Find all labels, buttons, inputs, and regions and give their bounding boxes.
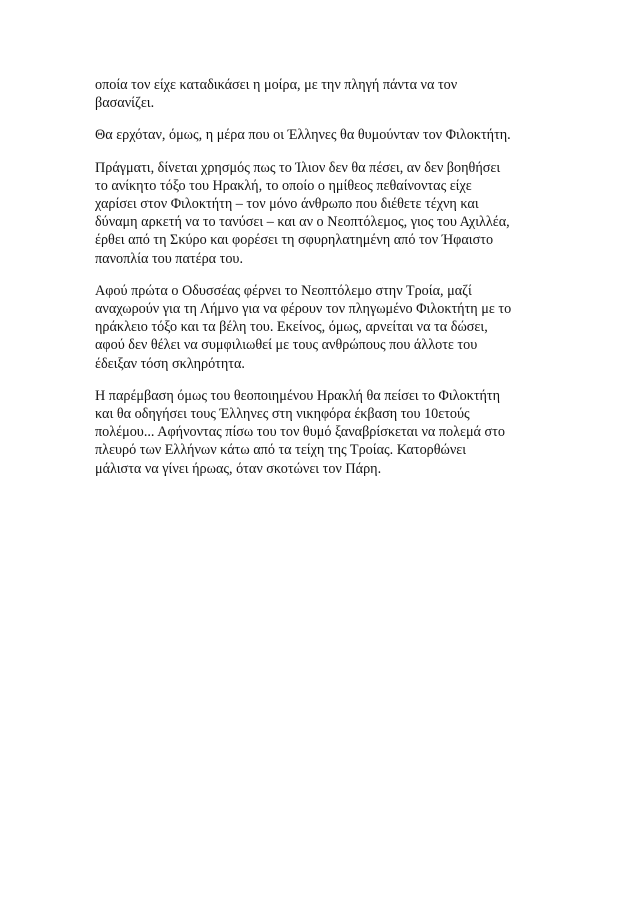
paragraph-2 xyxy=(95,126,555,144)
text-line: Πράγματι, δίνεται χρησμός πως το Ίλιον δεν θα πέσει, αν δεν βοηθήσει xyxy=(95,159,501,176)
text-line: αφού δεν θέλει να συμφιλιωθεί με τους ανθρώπους που άλλοτε του xyxy=(95,337,478,354)
text-line: πανοπλία του πατέρα του. xyxy=(95,250,243,267)
text-line: ηράκλειο τόξο και τα βέλη του. Εκείνος, όμως, αρνείται να τα δώσει, xyxy=(95,319,488,336)
text-line: Αφού πρώτα ο Οδυσσέας φέρνει το Νεοπτόλεμο στην Τροία, μαζί xyxy=(95,282,472,299)
text-line: έδειξαν τόση σκληρότητα. xyxy=(95,355,245,372)
text-line: και θα οδηγήσει τους Έλληνες στη νικηφόρα έκβαση του 10ετούς xyxy=(95,406,470,423)
text-line: Η παρέμβαση όμως του θεοποιημένου Ηρακλή θα πείσει το Φιλοκτήτη xyxy=(95,387,501,404)
text-line: Θα ερχόταν, όμως, η μέρα που οι Έλληνες θα θυμούνταν τον Φιλοκτήτη. xyxy=(95,127,511,144)
text-line: οποία τον είχε καταδικάσει η μοίρα, με την πληγή πάντα να τον xyxy=(95,77,458,93)
text-line: μάλιστα να γίνει ήρωας, όταν σκοτώνει τον Πάρη. xyxy=(95,460,382,477)
document-body xyxy=(95,76,555,492)
paragraph-4 xyxy=(95,282,555,373)
text-line: το ανίκητο τόξο του Ηρακλή, το οποίο ο ημίθεος πεθαίνοντας είχε xyxy=(95,177,472,194)
text-line: πλευρό των Ελλήνων κάτω από τα τείχη της Τροίας. Κατορθώνει xyxy=(95,442,467,459)
text-line: χαρίσει στον Φιλοκτήτη – τον μόνο άνθρωπο που διέθετε τέχνη και xyxy=(95,196,479,213)
text-line: έρθει από τη Σκύρο και φορέσει τη σφυρηλατημένη από τον Ήφαιστο xyxy=(95,232,494,249)
text-line: βασανίζει. xyxy=(95,95,155,112)
text-line: πολέμου... Αφήνοντας πίσω του τον θυμό ξαναβρίσκεται να πολεμά στο xyxy=(95,424,505,441)
text-line: αναχωρούν για τη Λήμνο για να φέρουν τον πληγωμένο Φιλοκτήτη με το xyxy=(95,301,512,318)
paragraph-5 xyxy=(95,387,555,478)
paragraph-1 xyxy=(95,76,555,112)
text-line: δύναμη αρκετή να το τανύσει – και αν ο Νεοπτόλεμος, γιος του Αχιλλέα, xyxy=(95,214,510,231)
paragraph-3 xyxy=(95,159,555,268)
